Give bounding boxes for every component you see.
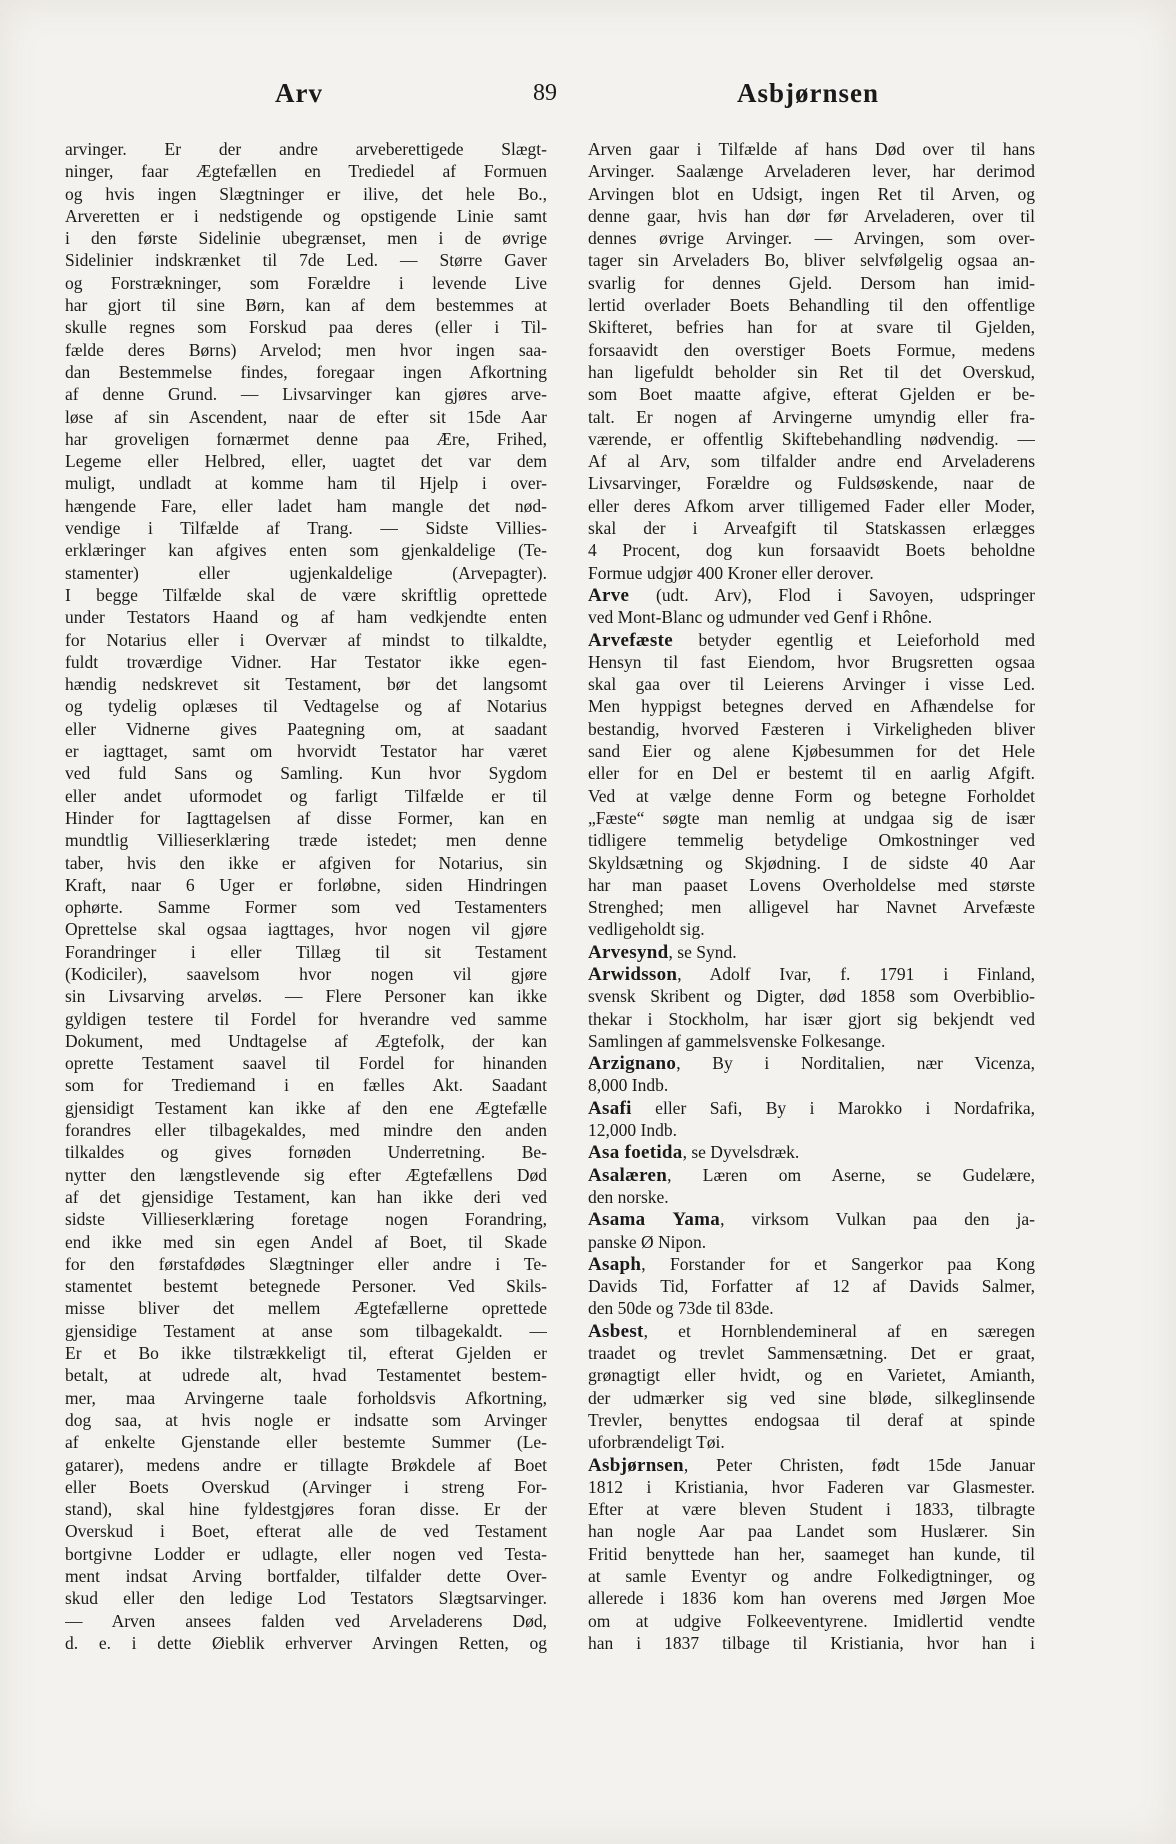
- text-line: oprette Testament saavel til Fordel for hinanden: [65, 1053, 547, 1074]
- entry-first-line: [588, 1097, 1035, 1119]
- entry-text: Strenghed; men alligevel har Navnet Arvefæste: [588, 897, 1035, 918]
- text-line: af det gjensidige Testament, kan han ikke deri ved: [65, 1186, 547, 1207]
- entry-text: der udmærker sig ved sine bløde, silkeglinsende: [588, 1387, 1035, 1408]
- text-line: I begge Tilfælde skal de være skriftlig oprettede: [65, 584, 547, 605]
- text-line: skud eller den ledige Lod Testators Slægtsarvinger.: [65, 1588, 547, 1609]
- entry-text: , Læren om Aserne, se Gudelære,: [667, 1164, 1035, 1185]
- entry-text: Efter at være bleven Student i 1833, tilbragte: [588, 1499, 1035, 1520]
- text-line: Sidelinier indskrænket til 7de Led. — Større Gaver: [65, 250, 547, 271]
- text-line: mer, maa Arvingerne taale forholdsvis Afkortning,: [65, 1387, 547, 1408]
- text-line: erklæringer kan afgives enten som gjenkaldelige (Te-: [65, 540, 547, 561]
- text-line: [588, 1610, 1035, 1632]
- entry-text: , Forstander for et Sangerkor paa Kong: [641, 1253, 1035, 1274]
- entry-text: Formue udgjør 400 Kroner eller derover.: [588, 562, 874, 583]
- entry-first-line: [588, 1164, 1035, 1186]
- entry-first-line: [588, 1454, 1035, 1476]
- entry-text: Livsarvinger, Forældre og Fuldsøskende, naar de: [588, 473, 1035, 494]
- text-line: [588, 1587, 1035, 1609]
- entry-headword: Asafi: [588, 1097, 632, 1119]
- text-line: [588, 1231, 1035, 1253]
- text-line: sidste Villieserklæring foretage nogen Forandring,: [65, 1209, 547, 1230]
- entry-headword: Asama Yama: [588, 1209, 721, 1231]
- text-line: [588, 539, 1035, 561]
- entry-text: thekar i Stockholm, har især gjort sig bekjendt ved: [588, 1008, 1035, 1029]
- entry-first-line: [588, 1253, 1035, 1275]
- text-line: [588, 695, 1035, 717]
- text-line: af enkelte Gjenstande eller bestemte Summer (Le-: [65, 1432, 547, 1453]
- text-line: skulle regnes som Forskud paa deres (eller i Til-: [65, 317, 547, 338]
- entry-text: om at udgive Folkeeventyrene. Imidlertid vendte: [588, 1610, 1035, 1631]
- text-line: [588, 1074, 1035, 1096]
- text-line: af denne Grund. — Livsarvinger kan gjøres arve-: [65, 384, 547, 405]
- text-line: ophørte. Samme Former som ved Testamenters: [65, 897, 547, 918]
- text-line: [588, 406, 1035, 428]
- text-line: gjensidigt Testament kan ikke af den ene Ægtefælle: [65, 1097, 547, 1118]
- entry-text: Trevler, benyttes endogsaa til deraf at spinde: [588, 1409, 1035, 1430]
- text-line: har gjort til sine Børn, kan af dem bestemmes at: [65, 295, 547, 316]
- text-line: [588, 740, 1035, 762]
- text-line: [588, 1498, 1035, 1520]
- text-line: for den førstafdødes Slægtninger eller andre i Te-: [65, 1253, 547, 1274]
- entry-text: bestandig, hvorved Fæsteren i Virkeligheden bliver: [588, 718, 1035, 739]
- entry-text: grønagtigt eller hvidt, og en Varietet, Amianth,: [588, 1365, 1035, 1386]
- text-line: Overskud i Boet, efterat alle de ved Testament: [65, 1521, 547, 1542]
- text-line: betalt, at udrede alt, hvad Testamentet bestem-: [65, 1365, 547, 1386]
- entry-text: Arvinger. Saalænge Arveladeren lever, har derimod: [588, 161, 1035, 182]
- entry-text: 8,000 Indb.: [588, 1075, 669, 1096]
- entry-text: uforbrændeligt Tøi.: [588, 1432, 725, 1453]
- entry-first-line: [588, 1320, 1035, 1342]
- text-line: [588, 249, 1035, 271]
- text-line: [588, 1030, 1035, 1052]
- entry-text: , Peter Christen, født 15de Januar: [683, 1454, 1035, 1475]
- entry-text: eller Safi, By i Marokko i Nordafrika,: [631, 1097, 1035, 1118]
- entry-first-line: [588, 1208, 1035, 1230]
- text-line: under Testators Haand og af ham vedkjendte enten: [65, 607, 547, 628]
- text-line: [588, 896, 1035, 918]
- text-line: stand), skal hine fyldestgjøres foran disse. Er der: [65, 1499, 547, 1520]
- text-line: vendige i Tilfælde af Trang. — Sidste Villies-: [65, 518, 547, 539]
- text-line: eller Boets Overskud (Arvinger i streng For-: [65, 1476, 547, 1497]
- text-line: [588, 829, 1035, 851]
- entry-first-line: [588, 629, 1035, 651]
- entry-text: ved Mont-Blanc og udmunder ved Genf i Rhône.: [588, 607, 933, 628]
- entry-text: Af al Arv, som tilfalder andre end Arveladerens: [588, 451, 1035, 472]
- entry-text: talt. Er nogen af Arvingerne umyndig eller fra-: [588, 406, 1035, 427]
- entry-text: 1812 i Kristiania, hvor Faderen var Glasmester.: [588, 1476, 1035, 1497]
- entry-text: som Boet maatte afgive, efterat Gjelden er be-: [588, 384, 1035, 405]
- entry-text: (udt. Arv), Flod i Savoyen, udspringer: [629, 584, 1035, 605]
- entry-text: tager sin Arveladers Bo, bliver selvfølgelig ogsaa an-: [588, 250, 1035, 271]
- text-line: bortgivne Lodder er udlagte, eller nogen ved Testa-: [65, 1543, 547, 1564]
- entry-text: at samle Eventyr og andre Folkedigtninger, og: [588, 1566, 1035, 1586]
- left-column: [65, 138, 547, 1654]
- text-line: dog saa, at hvis nogle er indsatte som Arvinger: [65, 1409, 547, 1430]
- entry-text: panske Ø Nipon.: [588, 1231, 707, 1252]
- entry-headword: Asalæren: [588, 1164, 668, 1186]
- entry-text: 12,000 Indb.: [588, 1120, 677, 1141]
- text-line: [588, 227, 1035, 249]
- entry-text: eller deres Afkom arver tilligemed Fader eller Moder,: [588, 495, 1035, 516]
- entry-text: Fritid benyttede han her, saameget han kunde, til: [588, 1543, 1035, 1564]
- entry-text: , se Dyvelsdræk.: [682, 1142, 800, 1163]
- text-line: [588, 205, 1035, 227]
- entry-headword: Asbest: [588, 1320, 644, 1342]
- entry-text: sand Eier og alene Kjøbesummen for det Hele: [588, 741, 1035, 762]
- text-line: som for Trediemand i en fælles Akt. Saadant: [65, 1075, 547, 1096]
- entry-first-line: [588, 584, 1035, 606]
- text-line: tilkaldes og gives fornøden Underretning. Be-: [65, 1142, 547, 1163]
- text-line: er iagttaget, samt om hvorvidt Testator har været: [65, 741, 547, 762]
- text-line: [588, 918, 1035, 940]
- text-line: Legeme eller Helbred, eller, uagtet det var dem: [65, 451, 547, 472]
- entry-first-line: [588, 963, 1035, 985]
- entry-text: vedligeholdt sig.: [588, 919, 705, 940]
- entry-headword: Asaph: [588, 1253, 642, 1275]
- right-column: [588, 138, 1035, 1654]
- entry-text: Davids Tid, Forfatter af 12 af Davids Salmer,: [588, 1276, 1035, 1297]
- text-line: [588, 1476, 1035, 1498]
- text-line: for Notarius eller i Overvær af mindst to tilkaldte,: [65, 629, 547, 650]
- text-line: løse af sin Ascendent, naar de efter sit 15de Aar: [65, 406, 547, 427]
- entry-text: , By i Norditalien, nær Vicenza,: [676, 1053, 1035, 1074]
- text-line: [588, 1186, 1035, 1208]
- text-line: misse bliver det mellem Ægtefællerne oprettede: [65, 1298, 547, 1319]
- entry-first-line: [588, 1141, 1035, 1163]
- entry-text: tidligere temmelig betydelige Omkostninger ved: [588, 830, 1035, 851]
- entry-text: han ligefuldt beholder sin Ret til det Overskud,: [588, 361, 1035, 382]
- text-line: Arveretten er i nedstigende og opstigende Linie samt: [65, 205, 547, 226]
- text-line: [588, 383, 1035, 405]
- text-line: [588, 606, 1035, 628]
- text-line: Kraft, naar 6 Uger er forløbne, siden Hindringen: [65, 874, 547, 895]
- text-line: [588, 1342, 1035, 1364]
- text-line: mundtlig Villieserklæring træde istedet; men denne: [65, 830, 547, 851]
- entry-headword: Asbjørnsen: [588, 1454, 684, 1476]
- entry-text: han nogle Aar paa Landet som Huslærer. Sin: [588, 1521, 1035, 1542]
- text-line: stamenter) eller ugjenkaldelige (Arvepagter).: [65, 562, 547, 583]
- text-line: [588, 160, 1035, 182]
- entry-text: Skifteret, befries han for at svare til Gjelden,: [588, 317, 1035, 338]
- entry-text: den 50de og 73de til 83de.: [588, 1298, 774, 1319]
- entry-text: Arven gaar i Tilfælde af hans Død over til hans: [588, 139, 1035, 159]
- text-line: har groveligen fornærmet denne paa Ære, Frihed,: [65, 428, 547, 449]
- entry-text: „Fæste“ søgte man nemlig at undgaa sig de især: [588, 807, 1035, 828]
- text-line: og tydelig oplæses til Vedtagelse og af Notarius: [65, 696, 547, 717]
- text-line: [588, 1297, 1035, 1319]
- entry-text: Arvingen blot en Udsigt, ingen Ret til Arven, og: [588, 183, 1035, 204]
- text-line: hængende Fare, eller ladet ham mangle det nød-: [65, 495, 547, 516]
- text-line: taber, hvis den ikke er afgiven for Notarius, sin: [65, 852, 547, 873]
- entry-text: denne gaar, hvis han dør før Arveladeren, over til: [588, 205, 1035, 226]
- text-line: [588, 361, 1035, 383]
- text-line: og Forstrækninger, som Forældre i levende Live: [65, 272, 547, 293]
- entry-headword: Arve: [588, 584, 630, 606]
- entry-text: Samlingen af gammelsvenske Folkesange.: [588, 1030, 886, 1051]
- text-line: [588, 1119, 1035, 1141]
- entry-text: allerede i 1836 kom han overens med Jørgen Moe: [588, 1588, 1035, 1609]
- entry-headword: Asa foetida: [588, 1142, 683, 1164]
- entry-text: har man paaset Lovens Overholdelse med største: [588, 874, 1035, 895]
- text-line: [588, 183, 1035, 205]
- text-line: ment indsat Arving bortfalder, tilfalder dette Over-: [65, 1566, 547, 1586]
- text-line: gjensidige Testament at anse som tilbagekaldt. —: [65, 1320, 547, 1341]
- text-line: [588, 1409, 1035, 1431]
- text-line: [588, 651, 1035, 673]
- text-line: fuldt troværdige Vidner. Har Testator ikke egen-: [65, 651, 547, 672]
- text-line: [588, 562, 1035, 584]
- text-line: ved fuld Sans og Samling. Kun hvor Sygdom: [65, 763, 547, 784]
- entry-text: skal der i Arveafgift til Statskassen erlægges: [588, 518, 1035, 539]
- text-line: [588, 852, 1035, 874]
- entry-text: Ved at vælge denne Form og betegne Forholdet: [588, 785, 1035, 806]
- text-line: dan Bestemmelse findes, foregaar ingen Afkortning: [65, 361, 547, 382]
- text-line: sin Livsarving arveløs. — Flere Personer kan ikke: [65, 986, 547, 1007]
- text-line: [588, 450, 1035, 472]
- text-line: — Arven ansees falden ved Arveladerens Død,: [65, 1610, 547, 1631]
- entry-headword: Arvefæste: [588, 629, 673, 651]
- entry-text: Men hyppigst betegnes derved en Afhændelse for: [588, 696, 1035, 717]
- text-line: end ikke med sin egen Andel af Boet, til Skade: [65, 1231, 547, 1252]
- entry-text: , virksom Vulkan paa den ja-: [720, 1209, 1035, 1230]
- entry-text: 4 Procent, dog kun forsaavidt Boets beholdne: [588, 540, 1035, 561]
- text-line: [588, 985, 1035, 1007]
- text-line: [588, 428, 1035, 450]
- text-line: [588, 1565, 1035, 1587]
- text-line: fælde deres Børns) Arvelod; men hvor ingen saa-: [65, 339, 547, 360]
- entry-text: han i 1837 tilbage til Kristiania, hvor han i: [588, 1632, 1035, 1653]
- text-line: [588, 294, 1035, 316]
- text-line: eller andet uformodet og farligt Tilfælde er til: [65, 785, 547, 806]
- text-line: hændig nedskrevet sit Testament, bør det langsomt: [65, 674, 547, 695]
- text-line: arvinger. Er der andre arveberettigede Slægt-: [65, 139, 547, 159]
- entry-text: Skyldsætning og Skjødning. I de sidste 40 Aar: [588, 852, 1035, 873]
- text-line: d. e. i dette Øieblik erhverver Arvingen Retten, og: [65, 1632, 547, 1653]
- entry-first-line: [588, 1052, 1035, 1074]
- text-line: og hvis ingen Slægtninger er ilive, det hele Bo.,: [65, 183, 547, 204]
- text-line: muligt, undladt at komme ham til Hjelp i over-: [65, 473, 547, 494]
- text-line: [588, 1632, 1035, 1654]
- text-line: [588, 874, 1035, 896]
- page-number: 89: [533, 80, 557, 106]
- entry-text: eller for en Del er bestemt til en aarlig Afgift.: [588, 763, 1035, 784]
- entry-text: betyder egentlig et Leieforhold med: [673, 629, 1035, 650]
- text-line: [588, 472, 1035, 494]
- entry-text: dennes øvrige Arvinger. — Arvingen, som over-: [588, 228, 1035, 249]
- text-line: [588, 272, 1035, 294]
- text-line: [588, 807, 1035, 829]
- text-line: (Kodiciler), saavelsom hvor nogen vil gjøre: [65, 963, 547, 984]
- entry-text: , Adolf Ivar, f. 1791 i Finland,: [677, 963, 1035, 984]
- text-line: [588, 316, 1035, 338]
- entry-text: traadet og trevlet Sammensætning. Det er graat,: [588, 1343, 1035, 1364]
- entry-text: , et Hornblendemineral af en særegen: [643, 1320, 1035, 1341]
- text-line: gatarer), medens andre er tillagte Brøkdele af Boet: [65, 1454, 547, 1475]
- text-line: [588, 339, 1035, 361]
- text-line: forandres eller tilbagekaldes, med mindre den anden: [65, 1120, 547, 1141]
- text-line: Dokument, med Undtagelse af Ægtefolk, der kan: [65, 1030, 547, 1051]
- entry-text: den norske.: [588, 1186, 669, 1207]
- text-line: [588, 1275, 1035, 1297]
- text-line: [588, 1520, 1035, 1542]
- entry-text: , se Synd.: [668, 941, 737, 962]
- text-line: [588, 762, 1035, 784]
- text-line: ninger, faar Ægtefællen en Trediedel af Formuen: [65, 161, 547, 182]
- text-line: nytter den længstlevende sig efter Ægtefællens Død: [65, 1164, 547, 1185]
- text-line: [588, 138, 1035, 160]
- text-line: [588, 1431, 1035, 1453]
- text-line: [588, 1387, 1035, 1409]
- entry-text: lertid overlader Boets Behandling til den offentlige: [588, 295, 1035, 316]
- text-line: Er et Bo ikke tilstrækkeligt til, efterat Gjelden er: [65, 1343, 547, 1364]
- text-line: [588, 1008, 1035, 1030]
- text-line: eller Vidnerne gives Paategning om, at saadant: [65, 718, 547, 739]
- text-line: [588, 785, 1035, 807]
- text-line: Hinder for Iagttagelsen af disse Former, kan en: [65, 807, 547, 828]
- running-header: [65, 78, 1035, 114]
- text-line: Forandringer i eller Tillæg til sit Testament: [65, 941, 547, 962]
- text-line: [588, 718, 1035, 740]
- entry-text: svensk Skribent og Digter, død 1858 som Overbiblio-: [588, 986, 1035, 1007]
- text-line: i den første Sidelinie ubegrænset, men i de øvrige: [65, 228, 547, 249]
- text-line: [588, 673, 1035, 695]
- text-line: [588, 517, 1035, 539]
- entry-text: værende, er offentlig Skiftebehandling nødvendig. —: [588, 428, 1035, 449]
- text-line: [588, 1543, 1035, 1565]
- entry-text: forsaavidt den overstiger Boets Formue, medens: [588, 339, 1035, 360]
- entry-headword: Arwidsson: [588, 963, 678, 985]
- text-line: Oprettelse skal ogsaa iagttages, hvor nogen vil gjøre: [65, 919, 547, 940]
- text-line: [588, 495, 1035, 517]
- entry-text: Hensyn til fast Eiendom, hvor Brugsretten ogsaa: [588, 651, 1035, 672]
- header-right-catchword: Asbjørnsen: [737, 78, 880, 108]
- entry-headword: Arvesynd: [588, 941, 669, 963]
- entry-first-line: [588, 941, 1035, 963]
- header-left-catchword: Arv: [275, 78, 323, 108]
- text-line: [588, 1364, 1035, 1386]
- text-line: stamentet bestemt betegnede Personer. Ved Skils-: [65, 1276, 547, 1297]
- entry-text: skal gaa over til Leierens Arvinger i visse Led.: [588, 674, 1035, 695]
- entry-headword: Arzignano: [588, 1053, 677, 1075]
- entry-text: svarlig for dennes Gjeld. Dersom han imid-: [588, 272, 1035, 293]
- text-line: gyldigen testere til Fordel for hverandre ved samme: [65, 1008, 547, 1029]
